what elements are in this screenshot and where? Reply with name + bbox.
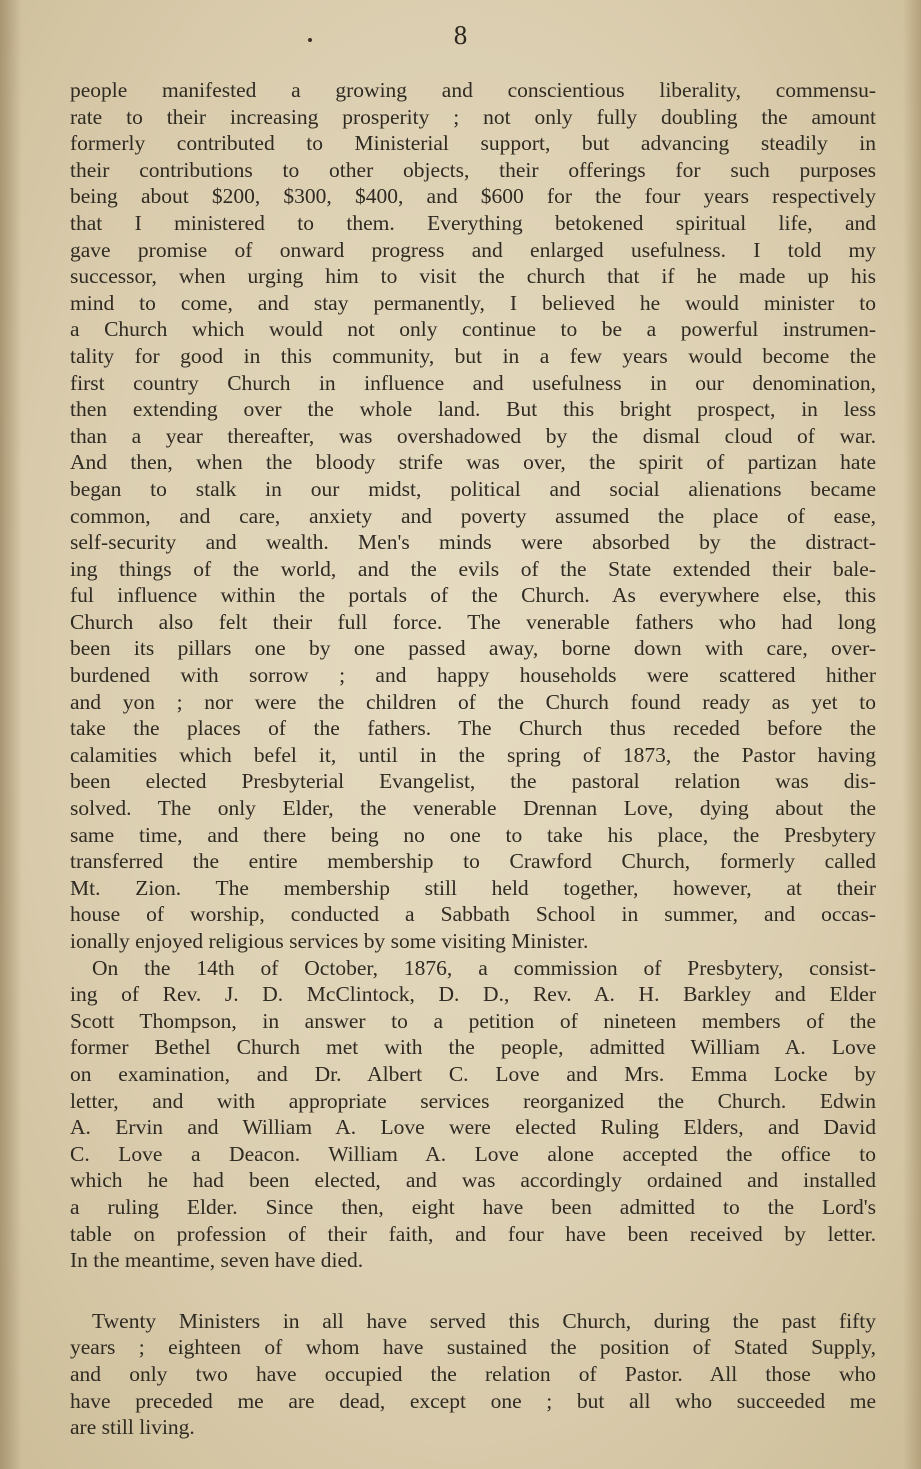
- text-line: ing of Rev. J. D. McClintock, D. D., Rev. A. H. Barkley and Elder: [70, 982, 876, 1007]
- text-line: people manifested a growing and conscientious liberality, commensu-: [70, 78, 876, 102]
- text-line: successor, when urging him to visit the church that if he made up his: [70, 264, 876, 289]
- paragraph-church-history: [70, 77, 876, 955]
- text-line: their contributions to other objects, their offerings for such purposes: [70, 157, 876, 182]
- text-line: transferred the entire membership to Crawford Church, formerly called: [70, 849, 876, 874]
- text-line: been its pillars one by one passed away, borne down with care, over-: [70, 636, 876, 661]
- text-line: On the 14th of October, 1876, a commission of Presbytery, consist-: [92, 955, 876, 980]
- text-line: a ruling Elder. Since then, eight have been admitted to the Lord's: [70, 1194, 876, 1219]
- text-line: self-security and wealth. Men's minds were absorbed by the distract-: [70, 530, 876, 555]
- text-line: which he had been elected, and was accordingly ordained and installed: [70, 1168, 876, 1193]
- text-line: and only two have occupied the relation of Pastor. All those who: [70, 1361, 876, 1386]
- text-line: years ; eighteen of whom have sustained the position of Stated Supply,: [70, 1335, 876, 1360]
- text-line: table on profession of their faith, and four have been received by letter.: [70, 1221, 876, 1246]
- body-text: [70, 77, 876, 1441]
- text-line: rate to their increasing prosperity ; not only fully doubling the amount: [70, 104, 876, 129]
- text-line: being about $200, $300, $400, and $600 for the four years respectively: [70, 184, 876, 209]
- text-line: ing things of the world, and the evils of the State extended their bale-: [70, 556, 876, 581]
- text-line: and yon ; nor were the children of the Church found ready as yet to: [70, 689, 876, 714]
- text-line: gave promise of onward progress and enlarged usefulness. I told my: [70, 237, 876, 262]
- text-line: C. Love a Deacon. William A. Love alone accepted the office to: [70, 1141, 876, 1166]
- page-edge-shadow-right: [903, 0, 921, 1469]
- text-line: In the meantime, seven have died.: [70, 1248, 364, 1273]
- text-line: tality for good in this community, but in a few years would become the: [70, 343, 876, 368]
- text-line: have preceded me are dead, except one ; but all who succeeded me: [70, 1388, 876, 1413]
- text-line: first country Church in influence and usefulness in our denomination,: [70, 370, 876, 395]
- text-line: Church also felt their full force. The venerable fathers who had long: [70, 609, 876, 634]
- text-line: began to stalk in our midst, political and social alienations became: [70, 476, 876, 501]
- text-line: former Bethel Church met with the people, admitted William A. Love: [70, 1035, 876, 1060]
- text-line: been elected Presbyterial Evangelist, the pastoral relation was dis-: [70, 769, 876, 794]
- page-edge-shadow-left: [0, 0, 22, 1469]
- text-line: Twenty Ministers in all have served this Church, during the past fifty: [92, 1308, 876, 1333]
- text-line: formerly contributed to Ministerial support, but advancing steadily in: [70, 131, 876, 156]
- paragraph-gap: [70, 1274, 876, 1308]
- text-line: ful influence within the portals of the Church. As everywhere else, this: [70, 583, 876, 608]
- paragraph-reorganization: [70, 955, 876, 1274]
- text-line: mind to come, and stay permanently, I believed he would minister to: [70, 290, 876, 315]
- text-line: a Church which would not only continue to be a powerful instrumen-: [70, 317, 876, 342]
- text-line: calamities which befel it, until in the spring of 1873, the Pastor having: [70, 742, 876, 767]
- text-line: house of worship, conducted a Sabbath School in summer, and occas-: [70, 902, 876, 927]
- page-number: 8: [453, 20, 468, 50]
- text-line: ionally enjoyed religious services by some visiting Minister.: [70, 929, 589, 953]
- text-line: And then, when the bloody strife was over, the spirit of partizan hate: [70, 450, 876, 475]
- text-line: letter, and with appropriate services reorganized the Church. Edwin: [70, 1088, 876, 1113]
- text-line: that I ministered to them. Everything betokened spiritual life, and: [70, 210, 876, 235]
- text-line: take the places of the fathers. The Church thus receded before the: [70, 716, 876, 741]
- text-line: common, and care, anxiety and poverty assumed the place of ease,: [70, 503, 876, 528]
- text-line: solved. The only Elder, the venerable Drennan Love, dying about the: [70, 796, 876, 821]
- text-line: Scott Thompson, in answer to a petition of nineteen members of the: [70, 1008, 876, 1033]
- text-line: on examination, and Dr. Albert C. Love and Mrs. Emma Locke by: [70, 1061, 876, 1086]
- text-line: then extending over the whole land. But this bright prospect, in less: [70, 397, 876, 422]
- text-line: than a year thereafter, was overshadowed by the dismal cloud of war.: [70, 423, 876, 448]
- text-line: burdened with sorrow ; and happy households were scattered hither: [70, 663, 876, 688]
- text-line: same time, and there being no one to take his place, the Presbytery: [70, 822, 876, 847]
- paragraph-ministers: [70, 1308, 876, 1441]
- text-line: A. Ervin and William A. Love were elected Ruling Elders, and David: [70, 1115, 876, 1140]
- text-line: Mt. Zion. The membership still held together, however, at their: [70, 875, 876, 900]
- text-line: are still living.: [70, 1415, 195, 1440]
